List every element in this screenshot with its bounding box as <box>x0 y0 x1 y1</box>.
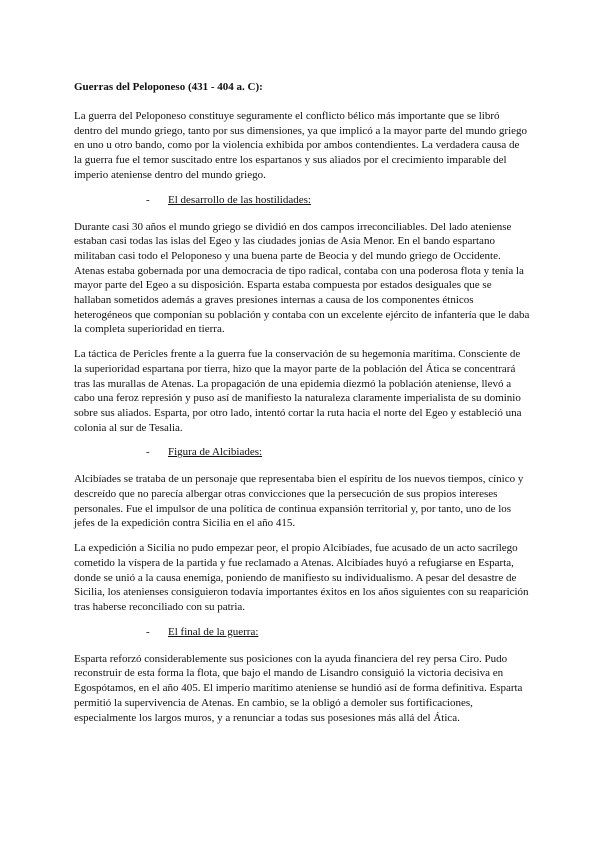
section-heading-text: El final de la guerra: <box>168 625 259 638</box>
paragraph: La táctica de Pericles frente a la guerra fue la conservación de su hegemonía marítima. Consciente de la superioridad espartana por tierra, hizo que la mayor parte de la población del Ática se concentrará tras las murallas de Atenas. La propagación de una epidemia diezmó la población ateniense, llevó a cabo una feroz represión y puso así de manifiesto la naturaleza claramente imperialista de su dominio sobre sus aliados. Esparta, por otro lado, intentó cortar la ruta hacia el norte del Egeo y estableció una colonia al sur de Tesalia. <box>74 348 522 434</box>
bullet-dash: - <box>146 446 150 459</box>
document-title: Guerras del Peloponeso (431 - 404 a. C): <box>74 81 263 93</box>
section-heading-alcibiades <box>74 445 530 459</box>
paragraph: Durante casi 30 años el mundo griego se dividió en dos campos irreconciliables. Del lado ateniense estaban casi todas las islas del Egeo y las ciudades jonias de Asia Menor. En el bando espartano militaban casi todo el Peloponeso y una buena parte de Beocia y del mundo griego de Occidente. Atenas estaba gobernada por una democracia de tipo radical, contaba con una poderosa flota y tenía la mayor parte del Egeo a su disposición. Esparta estaba compuesta por estados desiguales que se hallaban sometidos además a graves presiones internas a causa de los componentes étnicos heterogéneos que componían su población y contaba con un excelente ejército de infantería que le daba la completa superioridad en tierra. <box>74 220 530 336</box>
section-heading-final <box>74 625 530 639</box>
paragraph: La expedición a Sicilia no pudo empezar peor, el propio Alcibíades, fue acusado de un acto sacrílego cometido la víspera de la partida y fue reclamado a Atenas. Alcibíades huyó a refugiarse en Esparta, donde se unió a la causa enemiga, poniendo de manifiesto su individualismo. A pesar del desastre de Sicilia, los atenienses consiguieron todavía importantes éxitos en los años siguientes con su reaparición tras haberse reconciliado con su patria. <box>74 542 529 613</box>
paragraph: Esparta reforzó considerablemente sus posiciones con la ayuda financiera del rey persa Ciro. Pudo reconstruir de esta forma la flota, que bajo el mando de Lisandro consiguió la victoria decisiva en Egospótamos, en el año 405. El imperio marítimo ateniense se hundió así de forma definitiva. Esparta permitió la supervivencia de Atenas. En cambio, se la obligó a demoler sus fortificaciones, especialmente los largos muros, y a renunciar a todas sus posesiones más allá del Ática. <box>74 652 523 724</box>
intro-paragraph: La guerra del Peloponeso constituye seguramente el conflicto bélico más importante que se libró dentro del mundo griego, tanto por sus dimensiones, ya que implicó a la mayor parte del mundo griego en uno u otro bando, como por la violencia exhibida por ambos contendientes. La verdadera causa de la guerra fue el temor suscitado entre los espartanos y sus aliados por el crecimiento imparable del imperio ateniense dentro del mundo griego. <box>74 110 528 181</box>
bullet-dash: - <box>146 193 150 206</box>
section-heading-text: Figura de Alcibiades: <box>168 446 263 459</box>
section-heading-text: El desarrollo de las hostilidades: <box>168 193 311 206</box>
bullet-dash: - <box>146 625 150 638</box>
section-heading-hostilidades <box>74 193 530 207</box>
paragraph: Alcibíades se trataba de un personaje que representaba bien el espíritu de los nuevos tiempos, cínico y descreído que no parecía albergar otras convicciones que la persecución de sus propios intereses personales. Fue el impulsor de una política de continua expansión territorial y, por tanto, uno de los jefes de la expedición contra Sicilia en el año 415. <box>74 473 524 530</box>
